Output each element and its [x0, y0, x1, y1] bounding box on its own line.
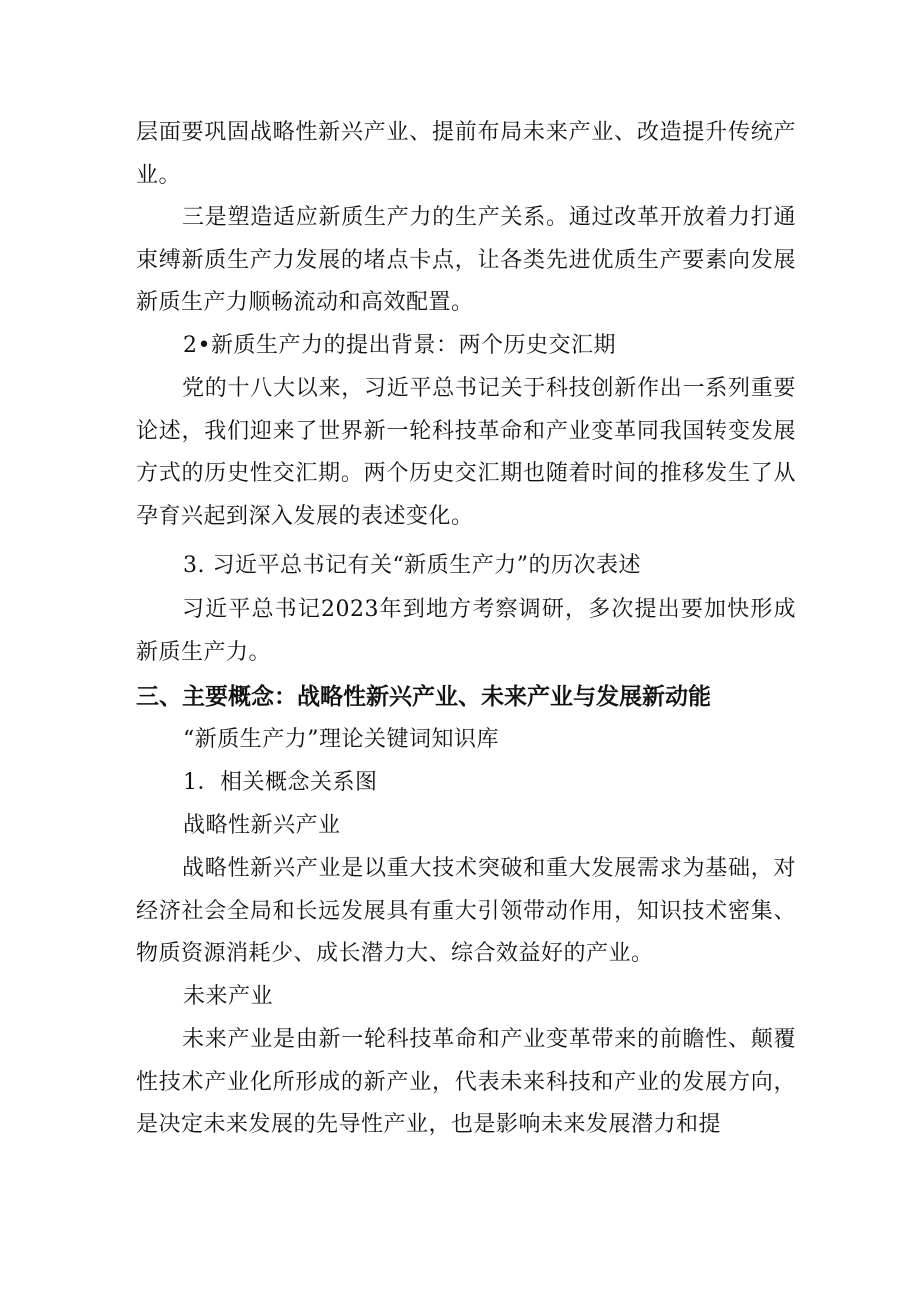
subheading-background: 2•新质生产力的提出背景：两个历史交汇期	[183, 333, 616, 358]
paragraph-production-relations: 三是塑造适应新质生产力的生产关系。通过改革开放着力打通束缚新质生产力发展的堵点卡点，让各类先进优质生产要素向发展新质生产力顺畅流动和高效配置。	[136, 205, 796, 315]
term-future-industries: 未来产业	[183, 984, 274, 1009]
term-strategic-emerging-industries: 战略性新兴产业	[183, 813, 341, 838]
paragraph-historical-convergence: 党的十八大以来，习近平总书记关于科技创新作出一系列重要论述，我们迎来了世界新一轮科技革命和产业变革同我国转变发展方式的历史性交汇期。两个历史交汇期也随着时间的推移发生了从孕育兴起到深入发展的表述变化。	[136, 376, 796, 529]
paragraph-local-inspection: 习近平总书记2023年到地方考察调研，多次提出要加快形成新质生产力。	[136, 597, 796, 665]
concept-map-title: 1．相关概念关系图	[183, 770, 378, 795]
knowledge-base-title: “新质生产力”理论关键词知识库	[183, 727, 499, 752]
section-heading-main-concepts: 三、主要概念：战略性新兴产业、未来产业与发展新动能	[136, 684, 711, 710]
paragraph-traditional-industries: 层面要巩固战略性新兴产业、提前布局未来产业、改造提升传统产业。	[136, 120, 796, 188]
definition-strategic-emerging-industries: 战略性新兴产业是以重大技术突破和重大发展需求为基础，对经济社会全局和长远发展具有重大引领带动作用，知识技术密集、物质资源消耗少、成长潜力大、综合效益好的产业。	[136, 856, 796, 966]
definition-future-industries: 未来产业是由新一轮科技革命和产业变革带来的前瞻性、颠覆性技术产业化所形成的新产业，代表未来科技和产业的发展方向，是决定未来发展的先导性产业，也是影响未来发展潜力和提	[136, 1027, 796, 1137]
subheading-statements: 3. 习近平总书记有关“新质生产力”的历次表述	[183, 553, 641, 578]
